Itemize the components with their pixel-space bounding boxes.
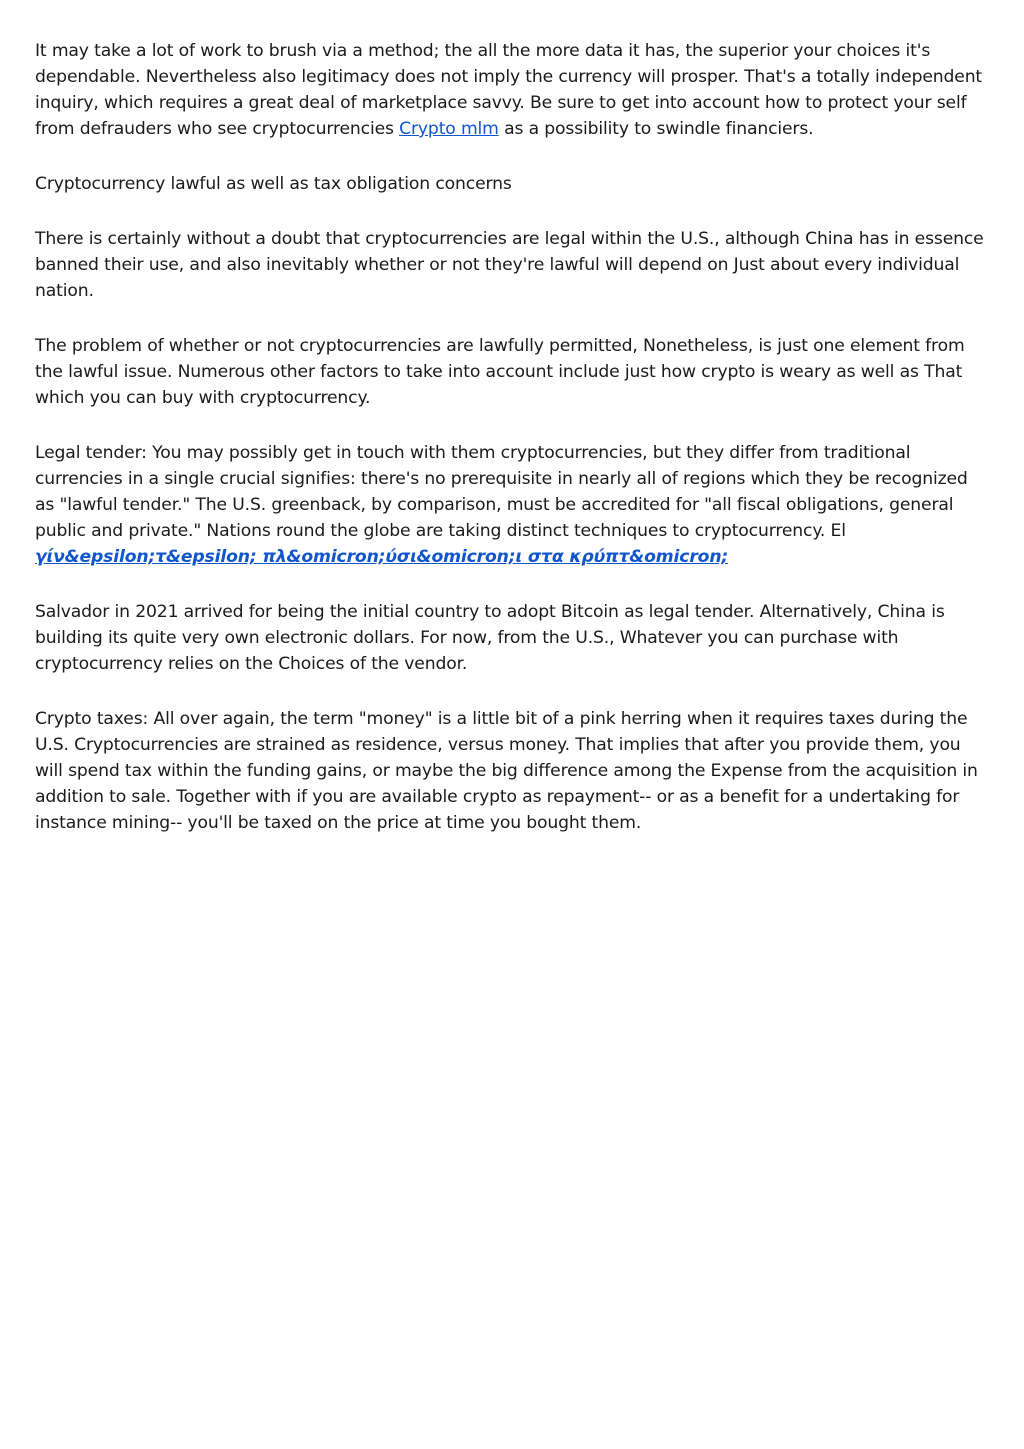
paragraph-legality: There is certainly without a doubt that cryptocurrencies are legal within the U.S., although China has in essence banned their use, and also inevitably whether or not they're lawful will depend on Just about every individual nation. (35, 229, 984, 301)
section-heading-legal-tax: Cryptocurrency lawful as well as tax obligation concerns (35, 174, 512, 194)
article-body (35, 38, 990, 865)
greek-crypto-link[interactable]: γίν&epsilon;τ&epsilon; πλ&omicron;ύσι&omicron;ι στα κρύπτ&omicron; (35, 547, 729, 567)
paragraph-legal-tender (35, 440, 990, 570)
paragraph-legal-tender-text: Legal tender: You may possibly get in touch with them cryptocurrencies, but they differ from traditional currencies in a single crucial signifies: there's no prerequisite in nearly all of regions which they be recognized as "lawful tender." The U.S. greenback, by comparison, must be accredited for "all fiscal obligations, general public and private." Nations round the globe are taking distinct techniques to cryptocurrency. El (35, 443, 968, 541)
crypto-mlm-link[interactable]: Crypto mlm (399, 119, 499, 139)
paragraph-intro-text-start: It may take a lot of work to brush via a method; the all the more data it has, the superior your choices it's dependable. Nevertheless also legitimacy does not imply the currency will prosper. That's a totally independent inquiry, which requires a great deal of marketplace savvy. Be sure to get into account how to protect your self from defrauders who see cryptocurrencies (35, 41, 983, 139)
paragraph-crypto-taxes: Crypto taxes: All over again, the term "money" is a little bit of a pink herring when it requires taxes during the U.S. Cryptocurrencies are strained as residence, versus money. That implies that after you provide them, you will spend tax within the funding gains, or maybe the big difference among the Expense from the acquisition in addition to sale. Together with if you are available crypto as repayment-- or as a benefit for a undertaking for instance mining-- you'll be taxed on the price at time you bought them. (35, 709, 978, 833)
paragraph-intro-text-end: as a possibility to swindle financiers. (498, 119, 814, 139)
paragraph-legal-issue: The problem of whether or not cryptocurrencies are lawfully permitted, Nonetheless, is just one element from the lawful issue. Numerous other factors to take into account include just how crypto is weary as well as That which you can buy with cryptocurrency. (35, 336, 965, 408)
paragraph-intro (35, 38, 990, 142)
paragraph-salvador: Salvador in 2021 arrived for being the initial country to adopt Bitcoin as legal tender. Alternatively, China is building its quite very own electronic dollars. For now, from the U.S., Whatever you can purchase with cryptocurrency relies on the Choices of the vendor. (35, 602, 945, 674)
